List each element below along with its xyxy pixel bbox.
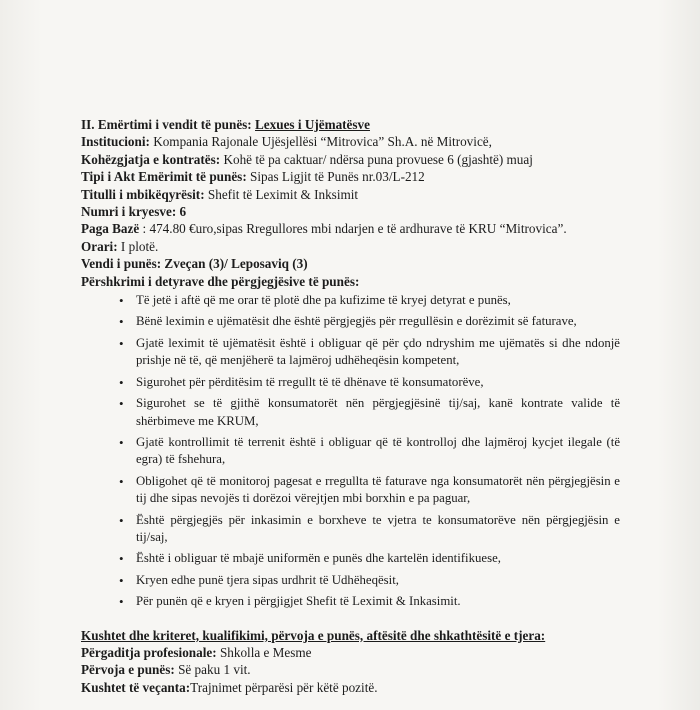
duty-text: Është përgjegjës për inkasimin e borxheve te vjetra te konsumatorëve nën përgjegjësin e tij/saj,: [136, 512, 620, 544]
job-description: [81, 116, 641, 696]
field-value: Shefit të Leximit & Inksimit: [204, 186, 359, 202]
field-label: Paga Bazë: [81, 221, 140, 237]
duty-text: Është i obliguar të mbajë uniformën e punës dhe kartelën identifikuese,: [136, 551, 501, 566]
field-value: : 474.80 €uro,sipas Rregullores mbi ndarjen e të ardhurave të KRU “Mitrovica”.: [139, 221, 567, 237]
bullet-icon: •: [119, 396, 124, 412]
duty-text: Për punën që e kryen i përgjigjet Shefit të Leximit & Inkasimit.: [136, 594, 461, 609]
bullet-icon: •: [119, 335, 124, 351]
duty-item: [81, 292, 620, 309]
bullet-icon: •: [119, 293, 124, 309]
field-contract-duration: [81, 151, 641, 168]
duty-item: [81, 374, 620, 391]
duties-list: [81, 292, 641, 611]
duty-text: Obligohet që të monitoroj pagesat e rregullta të faturave nga konsumatorët nën përgjegjësin e tij dhe sipas nevojës ti dorëzoi vërejtjen mbi borxhin e pa paguar,: [136, 473, 620, 506]
criteria-label: Përgaditja profesionale:: [81, 644, 217, 660]
section-title: [81, 116, 641, 133]
field-value: Sipas Ligjit të Punës nr.03/L-212: [246, 169, 425, 185]
duty-text: Gjatë leximit të ujëmatësit është i obliguar që për çdo ndryshim me ujëmatës si dhe ndonjë prishje në të, që menjëherë ta lajmëroj udhëheqësin kompetent,: [136, 335, 620, 368]
field-work-location: [81, 255, 641, 272]
field-duties-heading: [81, 273, 641, 290]
duty-text: Kryen edhe punë tjera sipas urdhrit të Udhëheqësit,: [136, 572, 399, 587]
duty-item: [81, 335, 620, 370]
bullet-icon: •: [119, 434, 124, 450]
criteria-label: Kushtet të veçanta:: [81, 679, 191, 695]
bullet-icon: •: [119, 594, 124, 610]
criteria-label: Përvoja e punës:: [81, 662, 175, 678]
field-value: Kompania Rajonale Ujësjellësi “Mitrovica” Sh.A. në Mitrovicë,: [149, 134, 492, 150]
criteria-value: Së paku 1 vit.: [174, 662, 251, 678]
field-label: Orari:: [81, 238, 118, 254]
bullet-icon: •: [119, 374, 124, 390]
job-title: Lexues i Ujëmatësve: [255, 117, 370, 132]
field-base-salary: [81, 220, 641, 237]
field-label: Numri i kryesve: 6: [81, 204, 187, 220]
duty-item: [81, 572, 620, 589]
field-value: Kohë të pa caktuar/ ndërsa puna provuese 6 (gjashtë) muaj: [220, 151, 533, 167]
criteria-experience: [81, 661, 641, 678]
field-schedule: [81, 238, 641, 255]
field-institution: [81, 133, 641, 150]
bullet-icon: •: [119, 551, 124, 567]
field-number-of-positions: [81, 203, 641, 220]
duty-text: Të jetë i aftë që me orar të plotë dhe pa kufizime të kryej detyrat e punës,: [136, 293, 511, 308]
field-label: Institucioni:: [81, 134, 150, 150]
section-title-prefix: II. Emërtimi i vendit të punës:: [81, 117, 255, 132]
duty-text: Bënë leximin e ujëmatësit dhe është përgjegjës për rregullësin e dorëzimit së faturave,: [136, 314, 577, 329]
criteria-education: [81, 644, 641, 661]
field-label: Përshkrimi i detyrave dhe përgjegjësive të punës:: [81, 273, 360, 289]
duty-text: Gjatë kontrollimit të terrenit është i obliguar që të kontrolloj dhe lajmëroj kycjet ilegale (të egra) të fshehura,: [136, 434, 620, 467]
duty-item: [81, 313, 620, 330]
field-supervisor: [81, 186, 641, 203]
duty-item: [81, 593, 620, 610]
duty-item: [81, 473, 620, 508]
duty-item: [81, 434, 620, 469]
bullet-icon: •: [119, 512, 124, 528]
criteria-value: Trajnimet përparësi për këtë pozitë.: [190, 679, 378, 695]
duty-item: [81, 550, 620, 567]
field-appointment-type: [81, 168, 641, 185]
criteria-special-conditions: [81, 679, 641, 696]
criteria-heading: Kushtet dhe kriteret, kualifikimi, përvoja e punës, aftësitë dhe shkathtësitë e tjera:: [81, 627, 546, 643]
criteria-value: Shkolla e Mesme: [216, 644, 312, 660]
bullet-icon: •: [119, 473, 124, 489]
field-label: Kohëzgjatja e kontratës:: [81, 151, 221, 167]
bullet-icon: •: [119, 572, 124, 588]
field-label: Titulli i mbikëqyrësit:: [81, 186, 205, 202]
duty-item: [81, 512, 620, 547]
duty-text: Sigurohet për përditësim të rregullt të të dhënave të konsumatorëve,: [136, 374, 484, 389]
bullet-icon: •: [119, 314, 124, 330]
duty-item: [81, 395, 620, 430]
field-label: Tipi i Akt Emërimit të punës:: [81, 169, 247, 185]
field-value: I plotë.: [117, 238, 159, 254]
duty-text: Sigurohet se të gjithë konsumatorët nën përgjegjësinë tij/saj, kanë kontrate valide të shërbimeve me KRUM,: [136, 396, 620, 428]
field-label: Vendi i punës: Zveçan (3)/ Leposaviq (3): [81, 256, 308, 272]
